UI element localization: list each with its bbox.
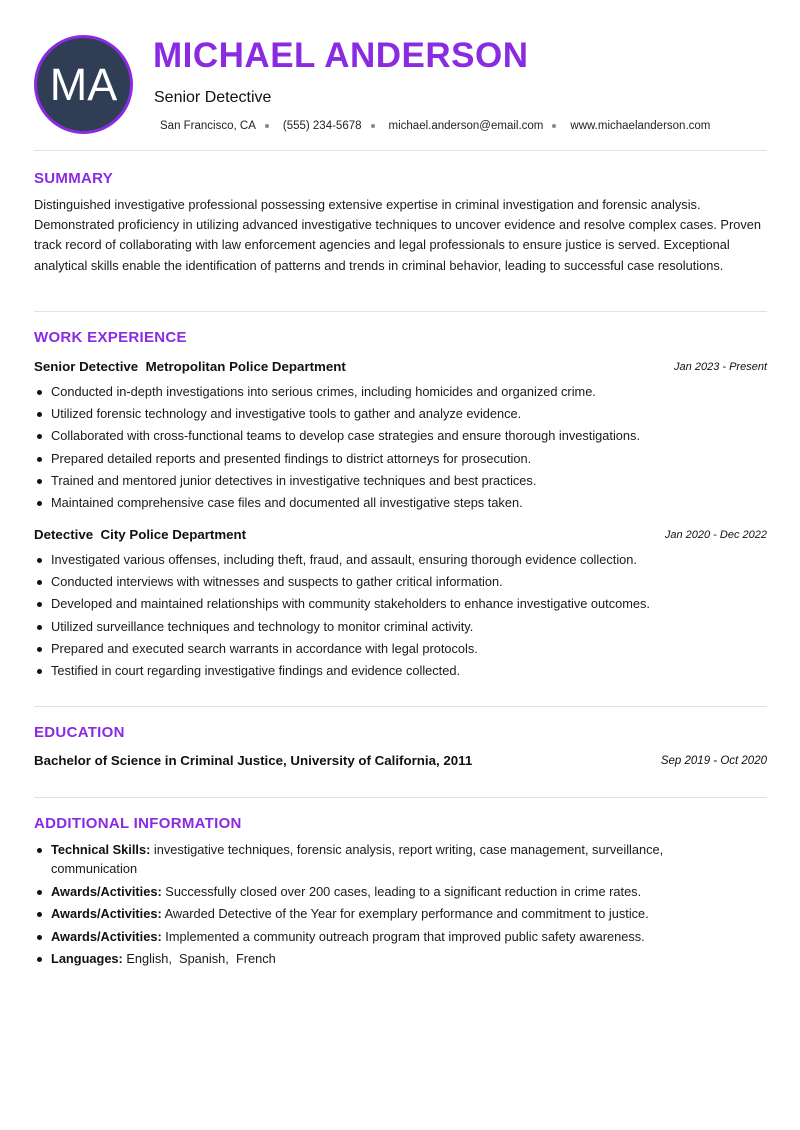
summary-heading: SUMMARY: [34, 170, 114, 187]
divider: [34, 150, 767, 151]
list-item: Prepared detailed reports and presented findings to district attorneys for prosecution.: [34, 448, 767, 470]
item-key: Technical Skills:: [51, 842, 151, 857]
avatar-initials: MA: [49, 58, 118, 110]
list-item: [34, 949, 714, 968]
list-item: Conducted interviews with witnesses and suspects to gather critical information.: [34, 571, 767, 593]
separator-dot-icon: [552, 124, 556, 128]
list-item: Conducted in-depth investigations into serious crimes, including homicides and organized crime.: [34, 381, 767, 403]
job-role: Detective: [34, 527, 94, 542]
list-item: Maintained comprehensive case files and documented all investigative steps taken.: [34, 492, 767, 514]
contact-email[interactable]: michael.anderson@email.com: [388, 120, 544, 132]
additional-information-list: [34, 840, 714, 972]
job-date: Jan 2020 - Dec 2022: [664, 529, 767, 541]
education-date: Sep 2019 - Oct 2020: [660, 755, 767, 767]
education-degree: Bachelor of Science in Criminal Justice, University of California, 2011: [34, 753, 473, 768]
list-item: Utilized surveillance techniques and technology to monitor criminal activity.: [34, 616, 767, 638]
job-company: Metropolitan Police Department: [145, 359, 346, 374]
divider: [34, 706, 767, 707]
contact-phone: (555) 234-5678: [282, 120, 362, 132]
list-item: [34, 840, 714, 878]
job-header: [34, 527, 767, 545]
divider: [34, 797, 767, 798]
job-bullets: [34, 381, 767, 514]
job-company: City Police Department: [100, 527, 247, 542]
job-role: Senior Detective: [34, 359, 139, 374]
contact-line: [160, 120, 710, 132]
candidate-name: MICHAEL ANDERSON: [153, 36, 529, 75]
avatar: [34, 35, 133, 134]
candidate-title: Senior Detective: [154, 89, 272, 106]
item-value: English, Spanish, French: [126, 951, 276, 966]
list-item: [34, 882, 714, 901]
item-key: Awards/Activities:: [51, 883, 162, 899]
job-header: [34, 359, 767, 377]
list-item: [34, 904, 714, 923]
job-role-company: [34, 359, 346, 374]
item-key: Languages:: [51, 951, 123, 966]
item-value: Implemented a community outreach program that improved public safety awareness.: [165, 928, 645, 944]
education-entry: [34, 753, 767, 771]
divider: [34, 311, 767, 312]
list-item: Developed and maintained relationships with community stakeholders to enhance investigative outcomes.: [34, 593, 767, 615]
list-item: Trained and mentored junior detectives in investigative techniques and best practices.: [34, 470, 767, 492]
work-experience-heading: WORK EXPERIENCE: [34, 329, 187, 346]
item-key: Awards/Activities:: [51, 928, 162, 944]
item-value: Awarded Detective of the Year for exemplary performance and commitment to justice.: [164, 906, 649, 921]
list-item: Testified in court regarding investigative findings and evidence collected.: [34, 660, 767, 682]
job-bullets: [34, 549, 767, 682]
list-item: Collaborated with cross-functional teams to develop case strategies and ensure thorough investigations.: [34, 425, 767, 447]
list-item: Prepared and executed search warrants in accordance with legal protocols.: [34, 638, 767, 660]
separator-dot-icon: [265, 124, 269, 128]
contact-website[interactable]: www.michaelanderson.com: [570, 120, 711, 132]
contact-location: San Francisco, CA: [160, 120, 256, 132]
item-value: Successfully closed over 200 cases, leading to a significant reduction in crime rates.: [165, 883, 642, 899]
job-role-company: [34, 527, 246, 542]
separator-dot-icon: [371, 124, 375, 128]
summary-text: Distinguished investigative professional possessing extensive expertise in criminal investigation and forensic analysis. Demonstrated proficiency in utilizing advanced investigative techniques to uncover evidence and resolve complex cases. Proven track record of collaborating with law enforcement agencies and legal professionals to ensure justice is served. Exceptional analytical skills enable the identification of patterns and trends in criminal behavior, leading to successful case resolutions.: [34, 197, 761, 273]
additional-information-heading: ADDITIONAL INFORMATION: [34, 815, 242, 832]
job-date: Jan 2023 - Present: [674, 361, 767, 373]
item-value: investigative techniques, forensic analysis, report writing, case management, surveillance, communication: [51, 842, 664, 876]
item-key: Awards/Activities:: [51, 906, 162, 921]
list-item: Utilized forensic technology and investigative tools to gather and analyze evidence.: [34, 403, 767, 425]
list-item: Investigated various offenses, including theft, fraud, and assault, ensuring thorough evidence collection.: [34, 549, 767, 571]
list-item: [34, 927, 714, 946]
education-heading: EDUCATION: [34, 724, 125, 741]
